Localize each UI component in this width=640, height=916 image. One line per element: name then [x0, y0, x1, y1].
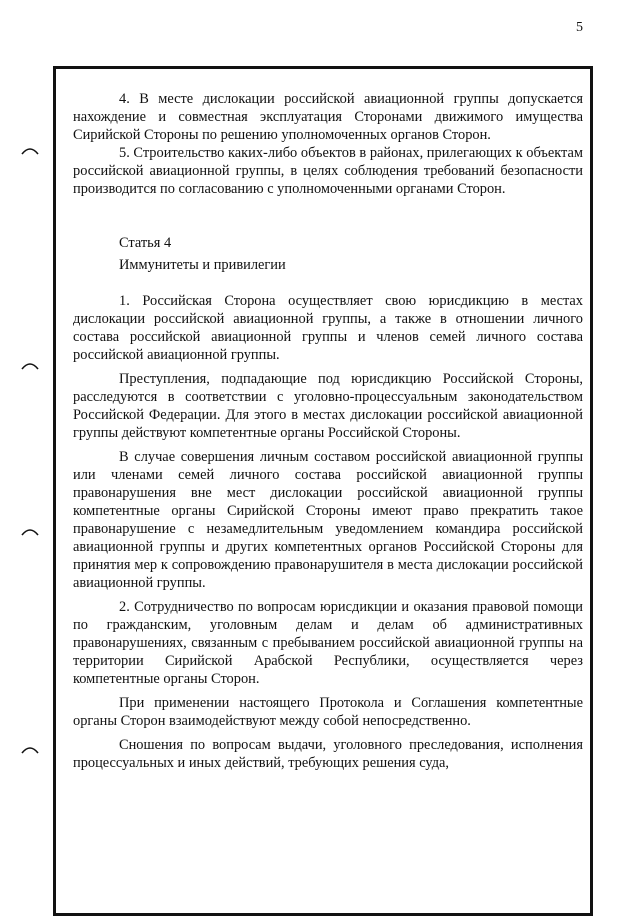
article-paragraph: 1. Российская Сторона осуществляет свою юрисдикцию в местах дислокации российской авиационной группы, а также в отношении личного состава российской авиационной группы и членов семей личного состава российской авиационной группы.	[73, 293, 583, 363]
article-paragraph: При применении настоящего Протокола и Соглашения компетентные органы Сторон взаимодействуют между собой непосредственно.	[73, 695, 583, 729]
document-body	[73, 90, 583, 772]
article-title: Иммунитеты и привилегии	[119, 257, 286, 273]
article-paragraph: В случае совершения личным составом российской авиационной группы или членами семей личного состава российской авиационной группы правонарушения вне мест дислокации российской авиационной группы компетентные органы Сирийской Стороны имеют право прекратить такое правонарушение с незамедлительным уведомлением командира российской авиационной группы и других компетентных органов Российской Стороны для принятия мер к сопровождению правонарушителя в места дислокации российской авиационной группы.	[73, 449, 583, 591]
paragraph-item-5: 5. Строительство каких-либо объектов в районах, прилегающих к объектам российской авиационной группы, в целях соблюдения требований безопасности производится по согласованию с уполномоченными органами Сторон.	[73, 145, 583, 197]
binding-hole-mark-icon	[20, 524, 40, 536]
article-paragraph: Сношения по вопросам выдачи, уголовного преследования, исполнения процессуальных и иных действий, требующих решения суда,	[73, 737, 583, 771]
paragraph-item-4: 4. В месте дислокации российской авиационной группы допускается нахождение и совместная эксплуатация Сторонами движимого имущества Сирийской Стороны по решению уполномоченных органов Сторон.	[73, 91, 583, 143]
binding-hole-mark-icon	[20, 742, 40, 754]
binding-hole-mark-icon	[20, 143, 40, 155]
article-number: Статья 4	[119, 235, 172, 251]
page-number: 5	[576, 20, 583, 35]
binding-hole-mark-icon	[20, 358, 40, 370]
article-paragraph: Преступления, подпадающие под юрисдикцию Российской Стороны, расследуются в соответствии с уголовно-процессуальным законодательством Российской Федерации. Для этого в местах дислокации российской авиационной группы действуют компетентные органы Российской Стороны.	[73, 371, 583, 441]
article-paragraph: 2. Сотрудничество по вопросам юрисдикции и оказания правовой помощи по гражданским, уголовным делам и делам об административных правонарушениях, связанным с пребыванием российской авиационной группы на территории Сирийской Арабской Республики, осуществляется через компетентные органы Сторон.	[73, 599, 583, 687]
